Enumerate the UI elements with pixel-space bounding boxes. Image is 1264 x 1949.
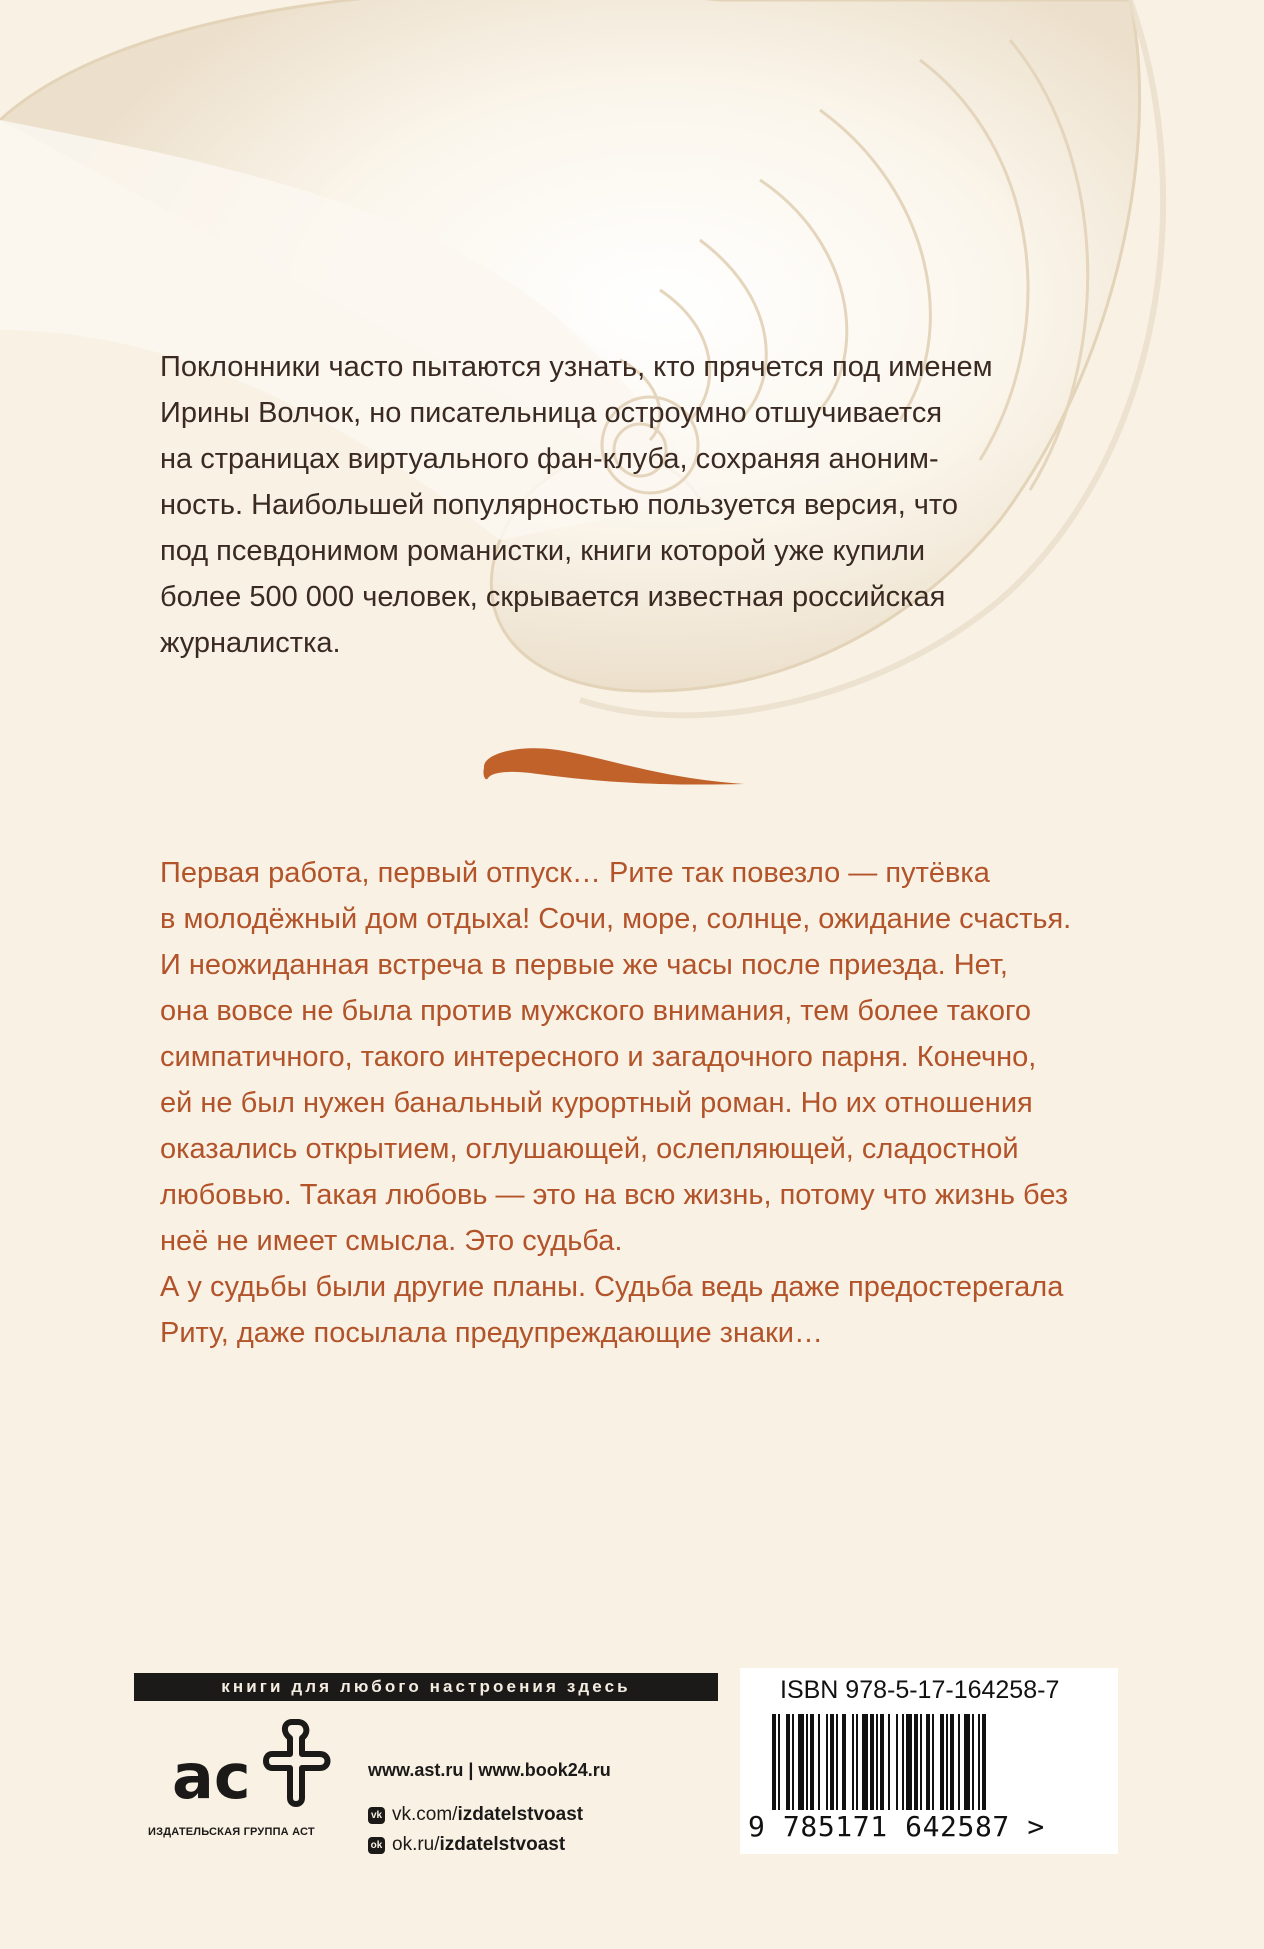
blurb-line: оказались открытием, оглушающей, ослепляющей, сладостной bbox=[160, 1133, 1019, 1165]
vk-icon: vk bbox=[368, 1807, 385, 1824]
ok-link[interactable] bbox=[368, 1833, 611, 1857]
blurb-line: любовью. Такая любовь — это на всю жизнь, потому что жизнь без bbox=[160, 1179, 1069, 1211]
blurb-line: неё не имеет смысла. Это судьба. bbox=[160, 1225, 623, 1257]
author-note-line: более 500 000 человек, скрывается известная российская bbox=[160, 581, 946, 613]
book-blurb bbox=[160, 850, 1090, 1356]
ok-link-prefix: ok.ru/ bbox=[392, 1834, 440, 1855]
vk-link-prefix: vk.com/ bbox=[392, 1804, 458, 1825]
vk-link[interactable] bbox=[368, 1803, 611, 1827]
author-note-line: под псевдонимом романистки, книги которой уже купили bbox=[160, 535, 926, 567]
publisher-websites[interactable]: www.ast.ru | www.book24.ru bbox=[368, 1760, 611, 1780]
author-note bbox=[160, 344, 1090, 666]
blurb-line: она вовсе не была против мужского внимания, тем более такого bbox=[160, 995, 1032, 1027]
blurb-line: Первая работа, первый отпуск… Рите так повезло — путёвка bbox=[160, 857, 990, 889]
barcode-digits bbox=[748, 1810, 1045, 1843]
blurb-line: ей не был нужен банальный курортный роман. Но их отношения bbox=[160, 1087, 1033, 1119]
odnoklassniki-icon: ok bbox=[368, 1837, 385, 1854]
publisher-links bbox=[368, 1760, 611, 1863]
isbn-barcode bbox=[740, 1668, 1118, 1854]
decorative-swoosh bbox=[478, 742, 748, 800]
author-note-line: журналистка. bbox=[160, 627, 341, 659]
ast-logo bbox=[160, 1714, 360, 1814]
blurb-line: Риту, даже посылала предупреждающие знаки… bbox=[160, 1317, 823, 1349]
ast-logo-letters: ac bbox=[172, 1740, 251, 1813]
ok-link-handle: izdatelstvoast bbox=[439, 1834, 566, 1855]
blurb-line: И неожиданная встреча в первые же часы после приезда. Нет, bbox=[160, 949, 1008, 981]
publisher-tagline: книги для любого настроения здесь bbox=[134, 1673, 718, 1701]
author-note-line: на страницах виртуального фан-клуба, сохраняя аноним- bbox=[160, 443, 939, 475]
author-note-line: Ирины Волчок, но писательница остроумно отшучивается bbox=[160, 397, 943, 429]
author-note-line: ность. Наибольшей популярностью пользуется версия, что bbox=[160, 489, 958, 521]
author-note-line: Поклонники часто пытаются узнать, кто прячется под именем bbox=[160, 351, 993, 383]
blurb-line: в молодёжный дом отдыха! Сочи, море, солнце, ожидание счастья. bbox=[160, 903, 1072, 935]
publisher-name: ИЗДАТЕЛЬСКАЯ ГРУППА АСТ bbox=[148, 1826, 315, 1838]
barcode-digits-text: 9 785171 642587 > bbox=[748, 1810, 1045, 1843]
isbn-number: ISBN 978-5-17-164258-7 bbox=[780, 1676, 1060, 1704]
blurb-line: А у судьбы были другие планы. Судьба ведь даже предостерегала bbox=[160, 1271, 1064, 1303]
blurb-line: симпатичного, такого интересного и загадочного парня. Конечно, bbox=[160, 1041, 1037, 1073]
vk-link-handle: izdatelstvoast bbox=[457, 1804, 584, 1825]
